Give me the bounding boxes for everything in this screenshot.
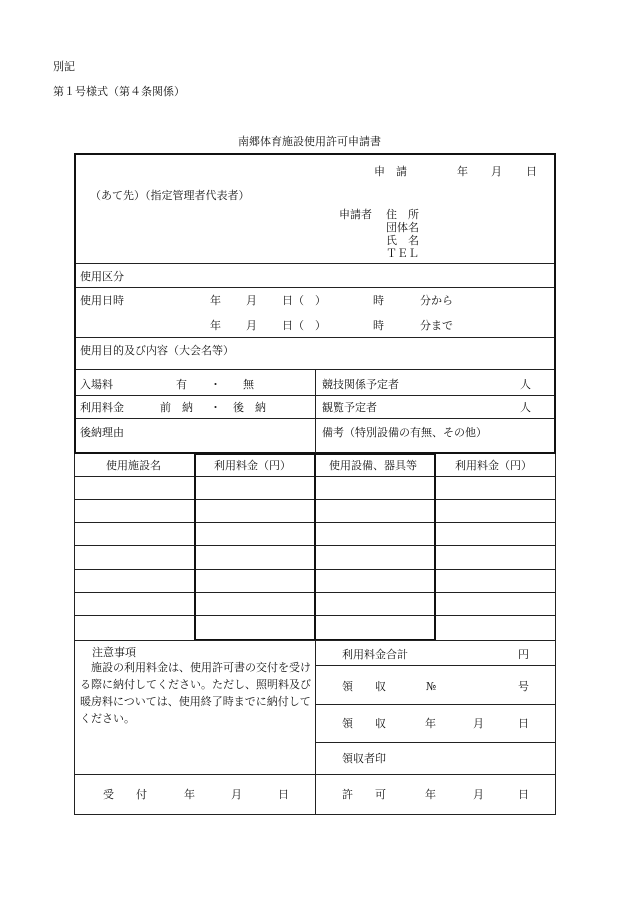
reception-month: 月 [231, 788, 242, 801]
notes-divider [315, 640, 316, 774]
receiver-seal-label: 領収者印 [342, 752, 386, 765]
divider [76, 263, 554, 264]
divider [315, 742, 555, 743]
notes-left-border [74, 640, 75, 774]
entry-yes: 有 [176, 378, 187, 391]
end-month: 月 [246, 319, 257, 332]
receipt-number-label: 領 収 [342, 680, 386, 693]
divider [76, 395, 554, 396]
application-day: 日 [526, 165, 537, 178]
applicant-label: 申請者 [339, 208, 372, 221]
table-left-border [74, 454, 75, 640]
divider [76, 287, 554, 288]
receipt-number-unit: 号 [518, 680, 529, 693]
usage-fee-label: 利用料金 [80, 401, 124, 414]
address-label: 住 所 [386, 208, 419, 221]
divider [76, 337, 554, 338]
usage-category-label: 使用区分 [80, 270, 124, 283]
start-minute-from: 分から [420, 294, 453, 307]
postpay-reason-label: 後納理由 [80, 426, 124, 439]
start-month: 月 [246, 294, 257, 307]
receipt-day: 日 [518, 717, 529, 730]
facility-fee-header: 利用料金（円） [214, 459, 291, 472]
addressee: （あて先）（指定管理者代表者） [90, 189, 250, 202]
notes-heading: 注意事項 [92, 646, 136, 659]
notes-right-border [555, 640, 556, 774]
divider [315, 704, 555, 705]
footer-right-border [555, 774, 556, 814]
annex-label: 別記 [53, 60, 75, 73]
payment-dot: ・ [210, 401, 221, 414]
footer-divider [315, 774, 316, 814]
permit-year: 年 [425, 788, 436, 801]
fees-divider-vertical [315, 370, 316, 453]
table-right-border [555, 454, 556, 640]
start-day: 日（ ） [282, 294, 326, 307]
tel-label: ＴＥＬ [386, 247, 419, 260]
receipt-date-label: 領 収 [342, 717, 386, 730]
footer-left-border [74, 774, 75, 814]
end-day: 日（ ） [282, 319, 326, 332]
receipt-year: 年 [425, 717, 436, 730]
facility-fee-column [194, 453, 316, 641]
application-date-label: 申 請 [374, 165, 407, 178]
facility-name-header: 使用施設名 [106, 459, 161, 472]
start-hour: 時 [373, 294, 384, 307]
end-year: 年 [210, 319, 221, 332]
entry-fee-label: 入場料 [80, 378, 113, 391]
group-label: 団体名 [386, 221, 419, 234]
equipment-column [314, 453, 436, 641]
usage-datetime-label: 使用日時 [80, 294, 124, 307]
notes-body: 施設の利用料金は、使用許可書の交付を受ける際に納付してください。ただし、照明料及び暖房料については、使用終了時までに納付してください。 [80, 661, 311, 725]
application-year: 年 [457, 165, 468, 178]
receipt-number-mark: № [426, 680, 437, 693]
form-bottom-border [74, 814, 556, 815]
competitors-label: 競技関係予定者 [322, 378, 399, 391]
reception-year: 年 [184, 788, 195, 801]
total-fee-yen: 円 [518, 648, 529, 661]
start-year: 年 [210, 294, 221, 307]
total-fee-label: 利用料金合計 [342, 648, 408, 661]
name-label: 氏 名 [386, 234, 419, 247]
spectators-label: 観覧予定者 [322, 401, 377, 414]
divider [76, 418, 554, 419]
reception-day: 日 [278, 788, 289, 801]
competitors-unit: 人 [520, 378, 531, 391]
equipment-header: 使用設備、器具等 [329, 459, 417, 472]
entry-no: 無 [243, 378, 254, 391]
permit-month: 月 [473, 788, 484, 801]
postpay-option: 後 納 [233, 401, 266, 414]
prepay-option: 前 納 [160, 401, 193, 414]
receipt-month: 月 [473, 717, 484, 730]
application-month: 月 [491, 165, 502, 178]
form-number: 第１号様式（第４条関係） [53, 85, 185, 98]
permit-day: 日 [518, 788, 529, 801]
purpose-label: 使用目的及び内容（大会名等） [80, 344, 234, 357]
end-hour: 時 [373, 319, 384, 332]
divider [315, 665, 555, 666]
entry-dot: ・ [210, 378, 221, 391]
end-minute-until: 分まで [420, 319, 453, 332]
spectators-unit: 人 [520, 401, 531, 414]
remarks-label: 備考（特別設備の有無、その他） [322, 426, 487, 439]
equipment-fee-header: 利用料金（円） [455, 459, 532, 472]
permit-label: 許 可 [342, 788, 386, 801]
reception-label: 受 付 [103, 788, 147, 801]
document-title: 南郷体育施設使用許可申請書 [238, 135, 381, 148]
